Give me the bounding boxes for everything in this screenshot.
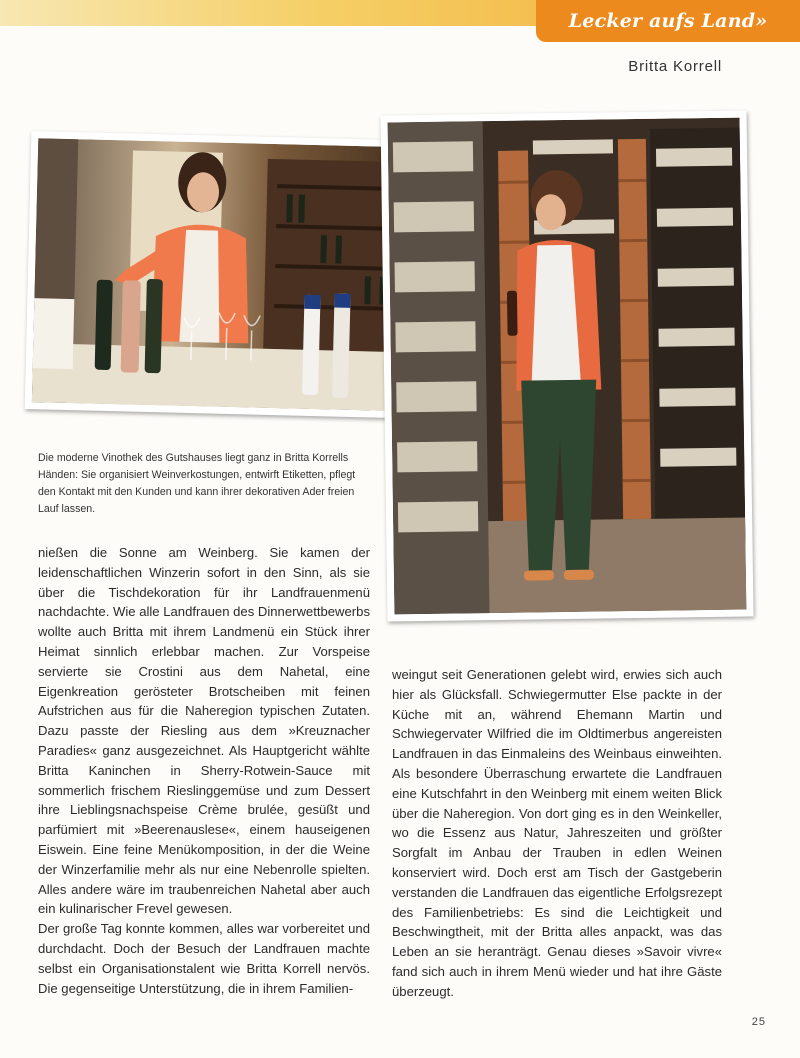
weinkeller-photo — [380, 110, 753, 621]
section-tab — [536, 0, 800, 42]
vinothek-photo-image — [32, 138, 432, 412]
section-title: Lecker aufs Land» — [568, 10, 768, 32]
vinothek-photo — [25, 131, 440, 419]
article-paragraph: nießen die Sonne am Weinberg. Sie kamen der leidenschaftlichen Winzerin sofort in den Sinn, als sie über die Tischdekoration für ihr Landfrauenmenü nachdachte. Wie alle Landfrauen des Dinnerwettbewerbs wollte auch Britta mit ihrem Landmenü ein Stück ihrer Heimat sinnlich erlebbar machen. Zur Vorspeise servierte sie Crostini aus dem Nahetal, eine Eigenkreation gerösteter Brotscheiben mit feinen Aufstrichen aus für die Naheregion typischen Zutaten. Dazu passte der Riesling aus dem »Kreuznacher Paradies« ganz ausgezeichnet. Als Hauptgericht wählte Britta Kaninchen in Sherry-Rotwein-Sauce mit sommerlich frischem Rieslinggemüse und zum Dessert ihre Lieblingsnachspeise Crème brulée, gesüßt und parfümiert mit »Beerenauslese«, einem hauseigenen Eiswein. Eine feine Menükomposition, in der die Weine der Winzerfamilie mehr als nur eine Nebenrolle spielten. Alles andere wäre im traubenreichen Nahetal aber auch ein kulinarischer Frevel gewesen. — [38, 545, 370, 917]
article-column-left — [38, 543, 370, 998]
article-paragraph: Der große Tag konnte kommen, alles war vorbereitet und durchdacht. Doch der Besuch der Landfrauen machte selbst ein Organisationstalent wie Britta Korrell nervös. Die gegenseitige Unterstützung, die in ihrem Familien- — [38, 921, 370, 996]
article-column-right — [392, 665, 722, 1002]
weinkeller-photo-image — [388, 118, 747, 615]
page-number: 25 — [751, 1016, 766, 1028]
author-name: Britta Korrell — [628, 58, 722, 75]
article-paragraph: weingut seit Generationen gelebt wird, erwies sich auch hier als Glücksfall. Schwiegermutter Else packte in der Küche mit an, während Ehemann Martin und Schwiegervater Wilfried die im Oldtimerbus angereisten Landfrauen in das Einmaleins des Weinbaus einweihten. Als besondere Überraschung erwartete die Landfrauen eine Kutschfahrt in den Weinberg mit einem weiten Blick über die Naheregion. Von dort ging es in den Weinkeller, wo die Essenz aus Natur, Jahreszeiten und größter Sorgfalt im Anbau der Trauben in edlen Weinen konserviert wird. Doch erst am Tisch der Gastgeberin verstanden die Landfrauen das eigentliche Erfolgsrezept des Familienbetriebs: Es sind die Leichtigkeit und Beschwingtheit, mit der Britta alles anpackt, was das Leben an sie heranträgt. Genau dieses »Savoir vivre« fand sich auch in ihrem Menü wieder und hat ihre Gäste überzeugt. — [392, 667, 722, 999]
photo-caption: Die moderne Vinothek des Gutshauses liegt ganz in Britta Korrells Händen: Sie organisiert Weinverkostungen, entwirft Etiketten, pflegt den Kontakt mit den Kunden und kann ihrer dekorativen Ader freien Lauf lassen. — [38, 452, 356, 515]
